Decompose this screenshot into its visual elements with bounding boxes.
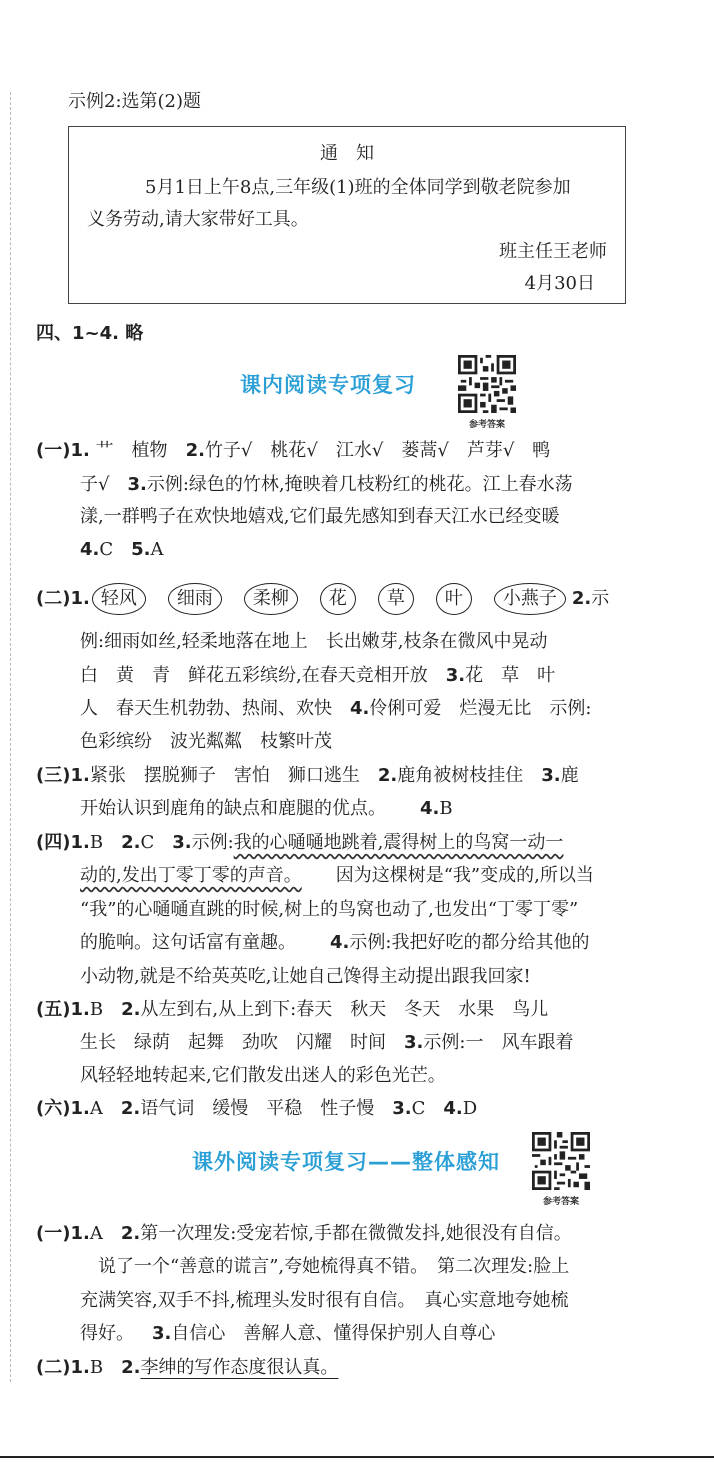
answer-text: 鹿	[560, 765, 579, 786]
item-number: 1.	[70, 999, 90, 1020]
answer-text: 示例:一 风车跟着	[423, 1032, 574, 1053]
answer-text: B	[439, 798, 453, 819]
notice-body-line-2: 义务劳动,请大家带好工具。	[87, 209, 309, 230]
q5-line-3: 风轻轻地转起来,它们散发出迷人的彩色光芒。	[80, 1065, 446, 1086]
q-label: (六)	[36, 1098, 71, 1119]
q-label: (三)	[36, 765, 71, 786]
answer-text: 白 黄 青 鲜花五彩缤纷,在春天竞相开放	[80, 665, 428, 686]
item-number: 1.	[70, 1357, 90, 1378]
item-number: 3.	[404, 1032, 424, 1053]
qr-caption: 参考答案	[468, 420, 505, 430]
circled-word: 柔柳	[244, 583, 298, 615]
underlined-text: 李绅的写作态度很认真。	[140, 1357, 339, 1378]
q1-line-3: 漾,一群鸭子在欢快地嬉戏,它们最先感知到春天江水已经变暖	[80, 506, 560, 527]
item-number: 1.	[70, 588, 90, 609]
answer-text: 第一次理发:受宠若惊,手都在微微发抖,她很没有自信。	[140, 1223, 572, 1244]
circled-word: 花	[320, 583, 356, 615]
extra-q1-line-3: 充满笑容,双手不抖,梳理头发时很有自信。 真心实意地夸她梳	[80, 1290, 569, 1311]
q2-line-1	[36, 583, 609, 615]
q3-line-1	[36, 764, 579, 788]
circled-word: 小燕子	[494, 583, 566, 615]
notice-date: 4月30日	[524, 273, 595, 294]
answer-text: 示例:	[191, 832, 234, 853]
answer-text: A	[150, 539, 164, 560]
q4-line-4	[80, 931, 589, 955]
qr-code-answers-2	[532, 1132, 590, 1208]
part-four-answer: 四、1~4. 略	[36, 323, 144, 344]
answer-text: C	[99, 539, 114, 560]
q-label: (二)	[36, 588, 71, 609]
q4-line-2	[80, 864, 594, 888]
answer-text: B	[89, 999, 104, 1020]
answer-text: 花 草 叶	[465, 665, 556, 686]
item-number: 2.	[120, 1223, 141, 1244]
q4-line-3: “我”的心嗵嗵直跳的时候,树上的鸟窝也动了,也发出“丁零丁零”	[80, 899, 579, 920]
notice-signer: 班主任王老师	[499, 241, 607, 262]
answer-text: 伶俐可爱 烂漫无比 示例:	[369, 698, 592, 719]
item-number: 4.	[80, 539, 100, 560]
item-number: 1.	[70, 832, 90, 853]
answer-text: 开始认识到鹿角的缺点和鹿腿的优点。	[80, 798, 386, 819]
item-number: 2.	[121, 999, 141, 1020]
page-bottom-rule	[0, 1456, 714, 1458]
q5-line-1	[36, 998, 548, 1022]
item-number: 4.	[330, 932, 350, 953]
q-label: (一)	[36, 1223, 71, 1244]
answer-text: B	[89, 1357, 104, 1378]
answer-text: 自信心 善解人意、懂得保护别人自尊心	[171, 1323, 496, 1344]
item-number: 1.	[70, 1223, 90, 1244]
q2-line-2: 例:细雨如丝,轻柔地落在地上 长出嫩芽,枝条在微风中晃动	[80, 631, 548, 652]
answer-text: A	[89, 1223, 103, 1244]
example-2-title: 示例2:选第(2)题	[68, 91, 202, 112]
item-number: 3.	[541, 765, 561, 786]
margin-dashed-line	[10, 92, 11, 1382]
item-number: 3.	[152, 1323, 172, 1344]
q-label: (一)	[36, 440, 71, 461]
circled-word: 叶	[436, 583, 472, 615]
extra-q1-line-4	[80, 1322, 495, 1346]
q4-line-1	[36, 831, 563, 855]
q2-line-5: 色彩缤纷 波光粼粼 枝繁叶茂	[80, 731, 332, 752]
notice-body-line-1: 5月1日上午8点,三年级(1)班的全体同学到敬老院参加	[145, 177, 571, 198]
item-number: 1.	[70, 1098, 90, 1119]
answer-text: 因为这棵树是“我”变成的,所以当	[335, 865, 594, 886]
q4-line-5: 小动物,就是不给英英吃,让她自己馋得主动提出跟我回家!	[80, 966, 531, 987]
answer-text: 的脆响。这句话富有童趣。	[80, 932, 296, 953]
answer-text: 人 春天生机勃勃、热闹、欢快	[80, 698, 332, 719]
answer-text: 生长 绿荫 起舞 劲吹 闪耀 时间	[80, 1032, 386, 1053]
q-label: (四)	[36, 832, 71, 853]
item-number: 1.	[70, 765, 90, 786]
answer-text: 语气词 缓慢 平稳 性子慢	[140, 1098, 375, 1119]
answer-text: A	[89, 1098, 103, 1119]
item-number: 5.	[131, 539, 151, 560]
item-number: 1.	[70, 440, 90, 461]
q2-line-3	[80, 664, 555, 688]
answer-text: 从左到右,从上到下:春天 秋天 冬天 水果 鸟儿	[140, 999, 549, 1020]
answer-text: 鹿角被树枝挂住	[397, 765, 524, 786]
answer-text: 竹子√ 桃花√ 江水√ 蒌蒿√ 芦芽√ 鸭	[204, 440, 551, 461]
answer-text: D	[462, 1098, 478, 1119]
item-number: 2.	[377, 765, 398, 786]
notice-heading: 通 知	[320, 143, 374, 164]
section-title-extracurricular-reading: 课外阅读专项复习——整体感知	[192, 1150, 500, 1174]
circled-word: 轻风	[92, 583, 146, 615]
item-number: 3.	[172, 832, 192, 853]
answer-text: C	[411, 1098, 426, 1119]
q1-line-4	[80, 538, 164, 562]
item-number: 2.	[121, 832, 141, 853]
extra-q1-line-2: 说了一个“善意的谎言”,夸她梳得真不错。 第二次理发:脸上	[98, 1256, 570, 1277]
extra-q1-line-1	[36, 1222, 572, 1246]
q-label: (五)	[36, 999, 71, 1020]
q-label: (二)	[36, 1357, 71, 1378]
qr-code-answers-1	[458, 355, 516, 429]
circled-word: 草	[378, 583, 414, 615]
q5-line-2	[80, 1031, 573, 1055]
item-number: 2.	[121, 1357, 141, 1378]
answer-text: C	[140, 832, 155, 853]
answer-text: 示	[591, 588, 610, 609]
item-number: 3.	[127, 474, 147, 495]
qr-code-icon	[532, 1132, 590, 1190]
answer-text: 示例:绿色的竹林,掩映着几枝粉红的桃花。江上春水荡	[146, 474, 573, 495]
section-title-in-class-reading: 课内阅读专项复习	[240, 373, 416, 397]
qr-caption: 参考答案	[542, 1197, 579, 1207]
notice-box	[68, 126, 626, 304]
answer-text: 示例:我把好吃的都分给其他的	[349, 932, 590, 953]
item-number: 2.	[185, 440, 205, 461]
answer-text: 子√	[80, 474, 110, 495]
q1-line-2	[80, 473, 573, 497]
item-number: 4.	[443, 1098, 463, 1119]
item-number: 3.	[392, 1098, 412, 1119]
qr-code-icon	[458, 355, 516, 413]
answer-text: 艹 植物	[95, 440, 168, 461]
q1-line-1	[36, 439, 550, 463]
extra-q2-line-1	[36, 1356, 338, 1380]
circled-word: 细雨	[168, 583, 222, 615]
q2-line-4	[80, 697, 591, 721]
item-number: 3.	[445, 665, 466, 686]
q3-line-2	[80, 797, 453, 821]
item-number: 2.	[120, 1098, 141, 1119]
item-number: 2.	[571, 588, 592, 609]
item-number: 4.	[420, 798, 440, 819]
answer-text: 得好。	[80, 1323, 134, 1344]
answer-text: 紧张 摆脱狮子 害怕 狮口逃生	[89, 765, 360, 786]
answer-text: B	[89, 832, 104, 853]
item-number: 4.	[350, 698, 370, 719]
q6-line-1	[36, 1097, 477, 1121]
wavy-underlined-text: 动的,发出丁零丁零的声音。	[80, 865, 302, 886]
wavy-underlined-text: 我的心嗵嗵地跳着,震得树上的鸟窝一动一	[233, 832, 564, 853]
